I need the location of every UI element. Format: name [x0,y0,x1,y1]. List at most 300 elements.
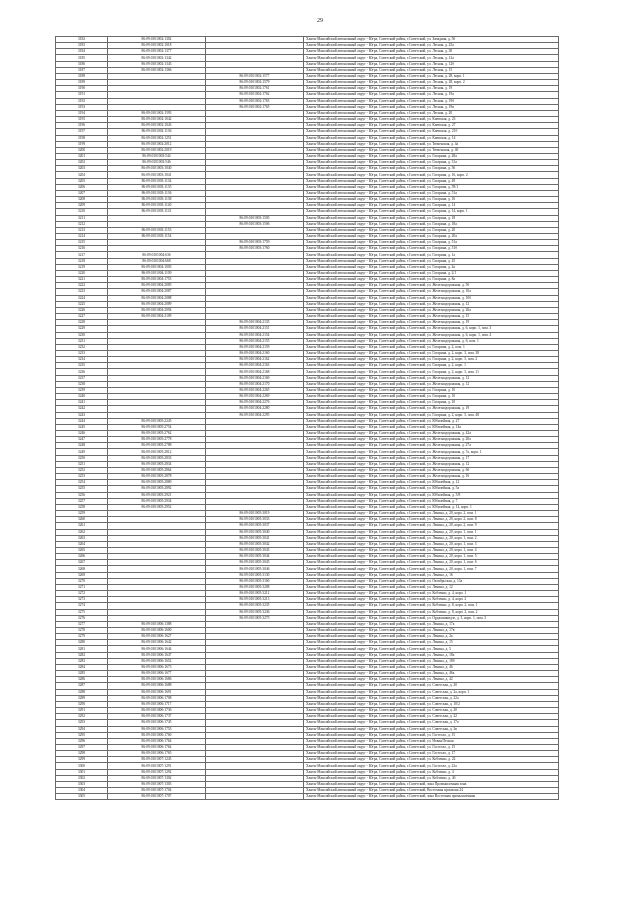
row-number-cell: 3283 [56,658,108,664]
address-street: ул. Гагарина, д. 10 [427,400,456,405]
address-region-prefix: Ханты-Мансийский автономный округ - Югра, Советский район, г.Советский, [306,295,427,300]
row-number-cell: 3288 [56,689,108,695]
address-region-prefix: Ханты-Мансийский автономный округ - Югра, Советский район, г.Советский, [306,141,427,146]
row-number-cell: 3304 [56,788,108,794]
row-number-cell: 3267 [56,560,108,566]
address-street: ул. Лесная, д. 28, корп. 2 [427,80,465,85]
row-number-cell: 3296 [56,738,108,744]
address-street: ул. Гагарина, д. 2, корп. 3, пом. 38 [427,351,480,356]
row-number-cell: 3263 [56,535,108,541]
address-region-prefix: Ханты-Мансийский автономный округ - Югра, Советский район, г.Советский, [306,227,427,232]
address-street: зона Промышленная зона [427,781,467,786]
object-cadastral-number-cell: 86:09:0101004:2280 [206,406,304,412]
address-street: ул. Железнодорожная, д. 7а, корп. 1 [427,449,482,454]
row-number-cell: 3286 [56,677,108,683]
object-cadastral-number-cell: 86:09:0101003:1505 [206,215,304,221]
object-cadastral-number-cell: 86:09:0101005:3019 [206,511,304,517]
object-cadastral-number-cell [206,794,304,800]
address-region-prefix: Ханты-Мансийский автономный округ - Югра, Советский район, г.Советский, [306,301,427,306]
address-region-prefix: Ханты-Мансийский автономный округ - Югра, Советский район, г.Советский, [306,332,427,337]
address-street: ул. Гагарина, д. 51а [427,190,457,195]
object-cadastral-number-cell: 86:09:0101002:1579 [206,80,304,86]
row-number-cell: 3240 [56,394,108,400]
address-street: ул. Лесная, д. 25а [427,43,454,48]
address-region-prefix: Ханты-Мансийский автономный округ - Югра, Советский район, г.Советский, [306,203,427,208]
address-region-prefix: Ханты-Мансийский автономный округ - Югра, Советский район, г.Советский, [306,418,427,423]
address-region-prefix: Ханты-Мансийский автономный округ - Югра, Советский район, г.Советский, [306,314,427,319]
address-region-prefix: Ханты-Мансийский автономный округ - Югра, Советский район, г.Советский, [306,363,427,368]
row-number-cell: 3194 [56,110,108,116]
address-street: ул. Гастелло, д. 22а [427,763,457,768]
address-region-prefix: Ханты-Мансийский автономный округ - Югра, Советский район, г.Советский, [306,708,427,713]
row-number-cell: 3227 [56,314,108,320]
row-number-cell: 3291 [56,708,108,714]
row-number-cell: 3254 [56,480,108,486]
row-number-cell: 3196 [56,123,108,129]
row-number-cell: 3231 [56,338,108,344]
address-street: ул. Ленина, д. 18а [427,652,455,657]
object-cadastral-number-cell: 86:09:0101005:3037 [206,523,304,529]
cadastral-number-cell: 86:09:0101006:1673 [108,664,206,670]
row-number-cell: 3222 [56,283,108,289]
address-street: ул. Новая/Лесная [427,738,454,743]
address-street: ул. Лесная, д. 28, корп. 1 [427,74,465,79]
object-cadastral-number-cell: 86:09:0101005:3044 [206,554,304,560]
object-cadastral-number-cell: 86:09:0101005:3041 [206,535,304,541]
address-region-prefix: Ханты-Мансийский автономный округ - Югра, Советский район, г.Советский, [306,92,427,97]
row-number-cell: 3217 [56,252,108,258]
row-number-cell: 3257 [56,498,108,504]
row-number-cell: 3278 [56,628,108,634]
address-region-prefix: Ханты-Мансийский автономный округ - Югра, Советский район, г.Советский, [306,652,427,657]
address-street: ул. Гагарина, д. 2, корп. 3, пом. 2 [427,357,478,362]
cadastral-number-cell: 86:09:0101006:1717 [108,701,206,707]
address-region-prefix: Ханты-Мансийский автономный округ - Югра, Советский район, г.Советский, [306,504,427,509]
address-region-prefix: Ханты-Мансийский автономный округ - Югра, Советский район, г.Советский, [306,665,427,670]
address-region-prefix: Ханты-Мансийский автономный округ - Югра, Советский район, г.Советский, [306,763,427,768]
address-region-prefix: Ханты-Мансийский автономный округ - Югра, Советский район, г.Советский, [306,55,427,60]
address-region-prefix: Ханты-Мансийский автономный округ - Югра, Советский район, г.Советский, [306,745,427,750]
object-cadastral-number-cell: 86:09:0101005:3046 [206,566,304,572]
address-street: ул. Гагарина, д. 4а [427,264,456,269]
cadastral-number-cell: 86:09:0101005:2892 [108,486,206,492]
address-region-prefix: Ханты-Мансийский автономный округ - Югра, Советский район, г.Советский, [306,511,427,516]
row-number-cell: 3186 [56,61,108,67]
object-cadastral-number-cell: 86:09:0101005:3040 [206,529,304,535]
address-street: ул. Гагарина, д. 2, корп. 3, пом. 48 [427,412,480,417]
address-street: ул. Железнодорожная, д. 16 [427,474,470,479]
address-street: ул. Ленина, д. 20, корп. 2, пом. 9 [427,523,477,528]
cadastral-number-cell: 86:09:0101002:1377 [108,49,206,55]
address-street: ул. Железнодорожная, д. 5б [427,283,470,288]
address-street: ул. Железнодорожная, д. 6, корп. 1, пом. 3 [427,326,492,331]
address-street: ул. Кобзенко, д. 4, корп. 2 [427,597,467,602]
address-region-prefix: Ханты-Мансийский автономный округ - Югра, Советский район, г.Советский, [306,369,427,374]
row-number-cell: 3183 [56,43,108,49]
address-street: ул. Железнодорожная, д. 27а [427,443,471,448]
cadastral-number-cell: 86:09:0101003:1138 [108,197,206,203]
row-number-cell: 3214 [56,234,108,240]
row-number-cell: 3251 [56,461,108,467]
address-street: ул. Железнодорожная, д. 12 [427,461,470,466]
address-region-prefix: Ханты-Мансийский автономный округ - Югра, Советский район, г.Советский, [306,172,427,177]
address-street: ул. Железнодорожная, д. 6, корп. 1, пом. 4 [427,332,492,337]
address-region-prefix: Ханты-Мансийский автономный округ - Югра, Советский район, г.Советский, [306,351,427,356]
address-street: ул. Кобзенко, д. 22 [427,757,456,762]
address-region-prefix: Ханты-Мансийский автономный округ - Югра, Советский район, г.Советский, [306,498,427,503]
address-street: ул. Гагарина, д. 51б [427,246,458,251]
address-region-prefix: Ханты-Мансийский автономный округ - Югра, Советский район, г.Советский, [306,677,427,682]
address-street: ул. Лесная, д. 19б [427,98,455,103]
address-region-prefix: Ханты-Мансийский автономный округ - Югра, Советский район, г.Советский, [306,166,427,171]
address-region-prefix: Ханты-Мансийский автономный округ - Югра, Советский район, г.Советский, [306,548,427,553]
address-region-prefix: Ханты-Мансийский автономный округ - Югра, Советский район, г.Советский, [306,449,427,454]
cadastral-number-cell: 86:09:0101003:1154 [108,234,206,240]
address-region-prefix: Ханты-Мансийский автономный округ - Югра, Советский район, г.Советский, [306,769,427,774]
object-cadastral-number-cell: 86:09:0101003:1506 [206,221,304,227]
cadastral-number-cell: 86:09:0101004:1109 [108,270,206,276]
cadastral-number-cell: 86:09:0101006:1764 [108,744,206,750]
address-region-prefix: Ханты-Мансийский автономный округ - Югра, Советский район, г.Советский, [306,400,427,405]
address-region-prefix: Ханты-Мансийский автономный округ - Югра, Советский район, г.Советский, [306,184,427,189]
address-street: Восточная промзона 24 [427,788,464,793]
address-street: ул. Советская, д. 22а [427,695,459,700]
row-number-cell: 3285 [56,671,108,677]
address-region-prefix: Ханты-Мансийский автономный округ - Югра, Советский район, г.Советский, [306,123,427,128]
row-number-cell: 3287 [56,683,108,689]
address-region-prefix: Ханты-Мансийский автономный округ - Югра, Советский район, г.Советский, [306,480,427,485]
row-number-cell: 3205 [56,178,108,184]
address-street: ул. Юбилейная, д. 12, корп. 1 [427,504,472,509]
address-street: ул. Киевская, д. 14 [427,135,456,140]
row-number-cell: 3243 [56,412,108,418]
address-region-prefix: Ханты-Мансийский автономный округ - Югра, Советский район, г.Советский, [306,461,427,466]
row-number-cell: 3200 [56,147,108,153]
address-region-prefix: Ханты-Мансийский автономный округ - Югра, Советский район, г.Советский, [306,658,427,663]
cadastral-number-cell: 86:09:0101006:1642 [108,640,206,646]
address-street: ул. Лесная, д. 19 [427,86,453,91]
registry-table-body [56,37,559,800]
row-number-cell: 3226 [56,307,108,313]
row-number-cell: 3250 [56,455,108,461]
address-street: ул. Ленина, д. 17а [427,621,455,626]
cadastral-number-cell: 86:09:0101006:1686 [108,677,206,683]
row-number-cell: 3197 [56,129,108,135]
row-number-cell: 3298 [56,751,108,757]
address-region-prefix: Ханты-Мансийский автономный округ - Югра, Советский район, г.Советский, [306,147,427,152]
row-number-cell: 3210 [56,209,108,215]
row-number-cell: 3282 [56,652,108,658]
cadastral-number-cell: 86:09:0101003:1140 [108,203,206,209]
address-street: ул. Гагарина, д. 45 [427,258,456,263]
address-region-prefix: Ханты-Мансийский автономный округ - Югра, Советский район, г.Советский, [306,252,427,257]
address-street: ул. Гастелло, д. 15 [427,732,456,737]
cadastral-number-cell: 86:09:0101005:2864 [108,467,206,473]
row-number-cell: 3270 [56,578,108,584]
address-region-prefix: Ханты-Мансийский автономный округ - Югра, Советский район, г.Советский, [306,437,427,442]
address-region-prefix: Ханты-Мансийский автономный округ - Югра, Советский район, г.Советский, [306,74,427,79]
address-region-prefix: Ханты-Мансийский автономный округ - Югра, Советский район, г.Советский, [306,307,427,312]
object-cadastral-number-cell: 86:09:0101002:1762 [206,92,304,98]
address-street: ул. Юбилейная, д. 27 [427,418,460,423]
object-cadastral-number-cell: 86:09:0101005:3043 [206,547,304,553]
address-region-prefix: Ханты-Мансийский автономный округ - Югра, Советский район, г.Советский, [306,751,427,756]
object-cadastral-number-cell: 86:09:0101004:2169 [206,375,304,381]
address-region-prefix: Ханты-Мансийский автономный округ - Югра, Советский район, г.Советский, [306,357,427,362]
address-street: ул. Тюменская, д. 4а [427,141,459,146]
address-street: ул. Ленина, д. 20, корп. 1, пом. 4 [427,548,477,553]
object-cadastral-number-cell: 86:09:0101004:2162 [206,357,304,363]
cadastral-number-cell: 86:09:0101005:2245 [108,418,206,424]
cadastral-number-cell: 86:09:0101004:2087 [108,289,206,295]
row-number-cell: 3258 [56,504,108,510]
row-number-cell: 3230 [56,332,108,338]
row-number-cell: 3182 [56,37,108,43]
address-street: ул. Лесная, д. 19а [427,92,454,97]
address-street: ул. Железнодорожная, д. 26а [427,307,471,312]
cadastral-number-cell: 86:09:0101006:1737 [108,714,206,720]
object-cadastral-number-cell: 86:09:0101004:2163 [206,363,304,369]
address-street: ул. Гагарина, д. 10 [427,387,456,392]
cadastral-number-cell: 86:09:0101002:1042 [108,117,206,123]
address-region-prefix: Ханты-Мансийский автономный округ - Югра, Советский район, г.Советский, [306,135,427,140]
row-number-cell: 3190 [56,86,108,92]
object-cadastral-number-cell: 86:09:0101004:2154 [206,332,304,338]
address-region-prefix: Ханты-Мансийский автономный округ - Югра, Советский район, г.Советский, [306,468,427,473]
address-street: ул. Ленина, д. 46а [427,671,455,676]
address-region-prefix: Ханты-Мансийский автономный округ - Югра, Советский район, г.Советский, [306,110,427,115]
page-number: 29 [317,18,323,24]
row-number-cell: 3295 [56,732,108,738]
address-region-prefix: Ханты-Мансийский автономный округ - Югра, Советский район, г.Советский, [306,190,427,195]
address-region-prefix: Ханты-Мансийский автономный округ - Югра, Советский район, г.Советский, [306,61,427,66]
row-number-cell: 3216 [56,246,108,252]
address-street: ул. Ленина, д. 20, корп. 1, пом. 2 [427,535,477,540]
address-street: ул. Железнодорожная, д. 12 [427,381,470,386]
row-number-cell: 3236 [56,369,108,375]
address-region-prefix: Ханты-Мансийский автономный округ - Югра, Советский район, г.Советский, [306,381,427,386]
object-cadastral-number-cell: 86:09:0101004:2151 [206,326,304,332]
object-cadastral-number-cell: 86:09:0101005:3160 [206,578,304,584]
address-street: ул. Железнодорожная, д. 42а [427,431,471,436]
address-region-prefix: Ханты-Мансийский автономный округ - Югра, Советский район, г.Советский, [306,86,427,91]
cadastral-number-cell: 86:09:0101003:1141 [108,209,206,215]
row-number-cell: 3206 [56,184,108,190]
address-street: ул. Ленина, д. 20, корп. 2, пом. 1 [427,511,477,516]
row-number-cell: 3247 [56,437,108,443]
address-street: ул. Гагарина, д. 18 [427,215,456,220]
address-region-prefix: Ханты-Мансийский автономный округ - Югра, Советский район, г.Советский, [306,628,427,633]
row-number-cell: 3211 [56,215,108,221]
address-region-prefix: Ханты-Мансийский автономный округ - Югра, Советский район, г.Советский, [306,117,427,122]
row-number-cell: 3246 [56,431,108,437]
address-region-prefix: Ханты-Мансийский автономный округ - Югра, Советский район, г.Советский, [306,781,427,786]
address-street: ул. Кобзенко, д. 8, корп. 2, пом. 2 [427,609,478,614]
object-cadastral-number-cell: 86:09:0101003:1760 [206,246,304,252]
object-cadastral-number-cell: 86:09:0101005:3045 [206,560,304,566]
row-number-cell: 3302 [56,775,108,781]
cadastral-number-cell: 86:09:0101007:1707 [108,794,206,800]
row-number-cell: 3242 [56,406,108,412]
cadastral-number-cell: 86:09:0101005:2754 [108,424,206,430]
row-number-cell: 3215 [56,240,108,246]
address-region-prefix: Ханты-Мансийский автономный округ - Югра, Советский район, г.Советский, [306,714,427,719]
address-street: ул. Кобзенко, д. 4, корп. 1 [427,591,467,596]
address-region-prefix: Ханты-Мансийский автономный округ - Югра, Советский район, г.Советский, [306,234,427,239]
row-number-cell: 3228 [56,320,108,326]
cadastral-number-cell: 86:09:0101006:1688 [108,683,206,689]
cadastral-number-cell: 86:09:0101004:1003 [108,264,206,270]
row-number-cell: 3249 [56,449,108,455]
row-number-cell: 3252 [56,467,108,473]
row-number-cell: 3207 [56,190,108,196]
address-region-prefix: Ханты-Мансийский автономный округ - Югра, Советский район, г.Советский, [306,738,427,743]
object-cadastral-number-cell: 86:09:0101002:1763 [206,98,304,104]
row-number-cell: 3213 [56,227,108,233]
cadastral-number-cell: 86:09:0101006:1388 [108,621,206,627]
cadastral-number-cell: 86:09:0101006:1644 [108,646,206,652]
address-street: ул. Ленина, д. 16 [427,572,453,577]
row-number-cell: 3262 [56,529,108,535]
cadastral-number-cell: 86:09:0101002:1018 [108,43,206,49]
cadastral-number-cell: 86:09:0101002:2019 [108,147,206,153]
address-region-prefix: Ханты-Мансийский автономный округ - Югра, Советский район, г.Советский, [306,492,427,497]
address-street: зона Восточная промышленная [427,794,476,799]
cadastral-number-cell: 86:09:0101006:1765 [108,751,206,757]
object-cadastral-number-cell: 86:09:0101002:1765 [206,104,304,110]
address-street: ул. Гагарина, д. 2, корп. 1 [427,363,466,368]
address-street: ул. Киевская, д. 27 [427,123,456,128]
address-street: ул. Ленина, д. 2а [427,634,453,639]
address-region-prefix: Ханты-Мансийский автономный округ - Югра, Советский район, г.Советский, [306,375,427,380]
address-street: ул. Гагарина, д. 16, корп. 2 [427,172,468,177]
address-region-prefix: Ханты-Мансийский автономный округ - Югра, Советский район, г.Советский, [306,289,427,294]
address-region-prefix: Ханты-Мансийский автономный округ - Югра, Советский район, г.Советский, [306,43,427,48]
row-number-cell: 3202 [56,160,108,166]
object-cadastral-number-cell: 86:09:0101005:3235 [206,603,304,609]
object-cadastral-number-cell: 86:09:0101004:2135 [206,320,304,326]
object-cadastral-number-cell: 86:09:0101005:3236 [206,609,304,615]
address-region-prefix: Ханты-Мансийский автономный округ - Югра, Советский район, г.Советский, [306,67,427,72]
cadastral-number-cell: 86:09:0101002:2012 [108,141,206,147]
row-number-cell: 3189 [56,80,108,86]
address-street: ул. Ленина, д. 20, корп. 1, пом. 7 [427,566,477,571]
address-region-prefix: Ханты-Мансийский автономный округ - Югра, Советский район, г.Советский, [306,584,427,589]
cadastral-number-cell: 86:09:0101006:1764 [108,738,206,744]
row-number-cell: 3264 [56,541,108,547]
address-street: ул. Юбилейная, д. 7 [427,498,458,503]
address-street: ул. Юбилейная, д. 5/8 [427,492,461,497]
row-number-cell: 3297 [56,744,108,750]
address-region-prefix: Ханты-Мансийский автономный округ - Югра, Советский район, г.Советский, [306,486,427,491]
cadastral-number-cell: 86:09:0101006:1760 [108,732,206,738]
address-street: ул. Гагарина, д. 20 [427,227,456,232]
row-number-cell: 3277 [56,621,108,627]
address-street: ул. Ленина, д. 12 [427,584,453,589]
row-number-cell: 3280 [56,640,108,646]
address-street: ул. Железнодорожная, д. 12 [427,301,470,306]
row-number-cell: 3269 [56,572,108,578]
address-region-prefix: Ханты-Мансийский автономный округ - Югра, Советский район, г.Советский, [306,671,427,676]
address-street: ул. Ленина, д. 20, корп. 2, пом. 8 [427,517,477,522]
row-number-cell: 3184 [56,49,108,55]
address-region-prefix: Ханты-Мансийский автономный округ - Югра, Советский район, г.Советский, [306,271,427,276]
address-region-prefix: Ханты-Мансийский автономный округ - Югра, Советский район, г.Советский, [306,523,427,528]
row-number-cell: 3272 [56,591,108,597]
address-region-prefix: Ханты-Мансийский автономный округ - Югра, Советский район, г.Советский, [306,535,427,540]
address-region-prefix: Ханты-Мансийский автономный округ - Югра, Советский район, г.Советский, [306,634,427,639]
address-region-prefix: Ханты-Мансийский автономный округ - Югра, Советский район, г.Советский, [306,695,427,700]
cadastral-number-cell: 86:09:0101003:1134 [108,178,206,184]
address-street: ул. Гагарина, д. 59/1 [427,184,459,189]
cadastral-number-cell: 86:09:0101005:2921 [108,492,206,498]
row-number-cell: 3185 [56,55,108,61]
cadastral-number-cell: 86:09:0101004:2085 [108,283,206,289]
row-number-cell: 3245 [56,424,108,430]
object-cadastral-number-cell: 86:09:0101004:2295 [206,412,304,418]
address-street: ул. Киевская, д. 21б [427,129,458,134]
cadastral-number-cell: 86:09:0101003:546 [108,160,206,166]
address-region-prefix: Ханты-Мансийский автономный округ - Югра, Советский район, г.Советский, [306,701,427,706]
address-region-prefix: Ханты-Мансийский автономный округ - Югра, Советский район, г.Советский, [306,264,427,269]
cadastral-number-cell: 86:09:0101003:1040 [108,166,206,172]
address-region-prefix: Ханты-Мансийский автономный округ - Югра, Советский район, г.Советский, [306,246,427,251]
table-row [56,794,559,800]
row-number-cell: 3301 [56,769,108,775]
address-street: ул. Лесная, д. 12а [427,55,454,60]
cadastral-number-cell: 86:09:0101006:1736 [108,708,206,714]
row-number-cell: 3235 [56,363,108,369]
object-cadastral-number-cell: 86:09:0101005:3042 [206,541,304,547]
row-number-cell: 3265 [56,547,108,553]
row-number-cell: 3198 [56,135,108,141]
row-number-cell: 3303 [56,781,108,787]
row-number-cell: 3305 [56,794,108,800]
cadastral-number-cell: 86:09:0101002:1593 [108,110,206,116]
cadastral-number-cell: 86:09:0101003:1135 [108,184,206,190]
object-cadastral-number-cell: 86:09:0101005:3212 [206,591,304,597]
address-street: ул. Гагарина, д. 49 [427,178,456,183]
address-region-prefix: Ханты-Мансийский автономный округ - Югра, Советский район, г.Советский, [306,572,427,577]
row-number-cell: 3274 [56,603,108,609]
cadastral-number-cell: 86:09:0101002:1043 [108,123,206,129]
address-street: ул. Гагарина, д. 1а [427,252,456,257]
address-region-prefix: Ханты-Мансийский автономный округ - Югра, Советский район, г.Советский, [306,209,427,214]
address-street: ул. Гагарина, д. 2, пом. 1 [427,344,465,349]
row-number-cell: 3275 [56,609,108,615]
row-number-cell: 3259 [56,511,108,517]
cadastral-number-cell: 86:09:0101007:1291 [108,763,206,769]
cadastral-number-cell: 86:09:0101006:1677 [108,671,206,677]
object-cadastral-number-cell: 86:09:0101004:2170 [206,381,304,387]
row-number-cell: 3239 [56,387,108,393]
row-number-cell: 3244 [56,418,108,424]
address-street: ул. Железнодорожная, д. 12 [427,375,470,380]
address-region-prefix: Ханты-Мансийский автономный округ - Югра, Советский район, г.Советский, [306,80,427,85]
address-region-prefix: Ханты-Мансийский автономный округ - Югра, Советский район, г.Советский, [306,104,427,109]
address-region-prefix: Ханты-Мансийский автономный округ - Югра, Советский район, г.Советский, [306,597,427,602]
address-street: ул. Ленина, д. 46 [427,665,453,670]
cadastral-number-cell: 86:09:0101005:2812 [108,449,206,455]
object-cadastral-number-cell: 86:09:0101002:1577 [206,73,304,79]
row-number-cell: 3238 [56,381,108,387]
address-region-prefix: Ханты-Мансийский автономный округ - Югра, Советский район, г.Советский, [306,541,427,546]
cadastral-number-cell: 86:09:0101006:1708 [108,695,206,701]
address-street: ул. Западная, д. 5б [427,37,456,42]
row-number-cell: 3191 [56,92,108,98]
address-cell [304,794,559,800]
cadastral-number-cell: 86:09:0101002:1136 [108,129,206,135]
